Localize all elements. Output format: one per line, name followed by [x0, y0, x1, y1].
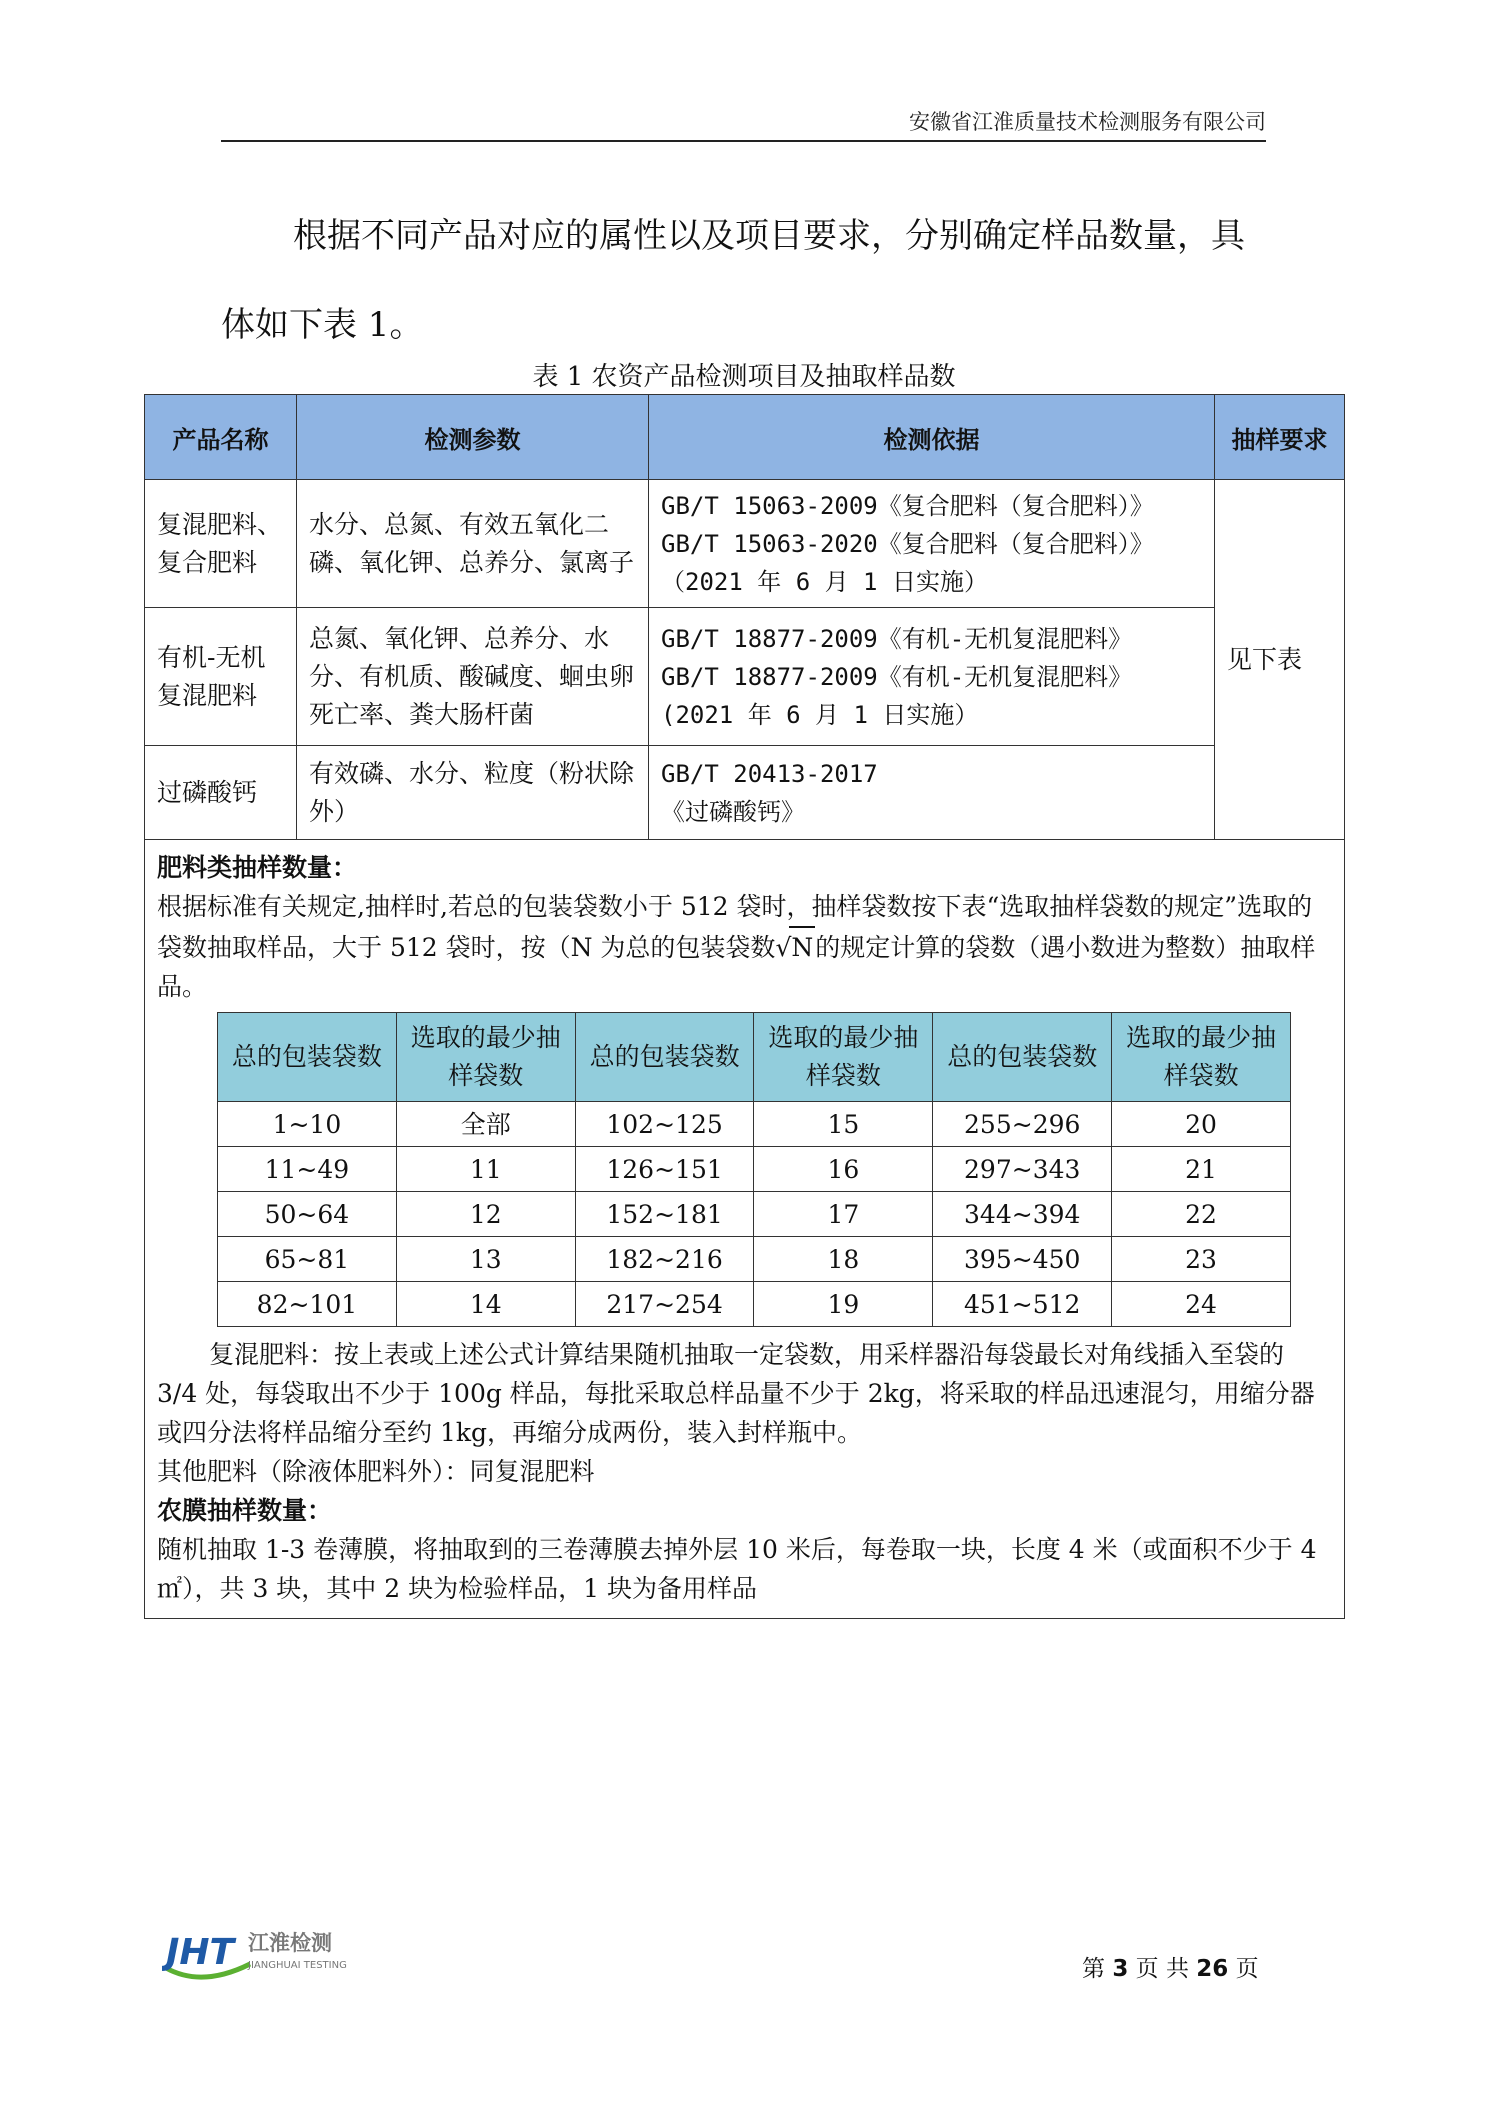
table-row — [218, 1282, 1291, 1327]
basis-line: 《过磷酸钙》 — [661, 797, 805, 826]
cell: 102~125 — [575, 1102, 754, 1147]
fertilizer-rule — [157, 887, 1332, 1006]
table-row — [218, 1147, 1291, 1192]
sqrt-n: N — [789, 926, 815, 967]
cell: 255~296 — [933, 1102, 1112, 1147]
basis-line: GB/T 15063-2009《复合肥料（复合肥料）》 — [661, 491, 1154, 520]
cell: 23 — [1112, 1237, 1291, 1282]
header-sampling-req: 抽样要求 — [1215, 395, 1345, 480]
cell: 15 — [754, 1102, 933, 1147]
intro-line-1: 根据不同产品对应的属性以及项目要求，分别确定样品数量，具 — [293, 216, 1245, 256]
product-name: 过磷酸钙 — [145, 746, 297, 840]
page-current: 3 — [1112, 1956, 1129, 1982]
header-test-basis: 检测依据 — [649, 395, 1215, 480]
cell: 152~181 — [575, 1192, 754, 1237]
cell: 65~81 — [218, 1237, 397, 1282]
basis-line: GB/T 15063-2020《复合肥料（复合肥料）》（2021 年 6 月 1 日实施） — [661, 529, 1154, 596]
cell: 182~216 — [575, 1237, 754, 1282]
cell: 126~151 — [575, 1147, 754, 1192]
product-name: 复混肥料、复合肥料 — [145, 480, 297, 608]
sub-header: 总的包装袋数 — [933, 1013, 1112, 1102]
page-number — [1082, 1950, 1259, 1983]
test-basis — [649, 746, 1215, 840]
sampling-notes — [145, 840, 1345, 1619]
page-suffix: 页 — [1235, 1956, 1259, 1982]
cell: 82~101 — [218, 1282, 397, 1327]
page-mid: 页 共 — [1135, 1956, 1189, 1982]
fertilizer-rule-a: 根据标准有关规定,抽样时,若总的包装袋数小于 512 袋时，抽样袋数按下表“选取抽样袋数的规定”选取的袋数抽取样品，大于 512 袋时，按（N 为总的包装袋数 — [157, 892, 1313, 962]
cell: 24 — [1112, 1282, 1291, 1327]
cell: 13 — [396, 1237, 575, 1282]
table-row — [145, 480, 1345, 608]
test-params: 总氮、氧化钾、总养分、水分、有机质、酸碱度、蛔虫卵死亡率、粪大肠杆菌 — [297, 608, 649, 746]
sub-header: 选取的最少抽样袋数 — [754, 1013, 933, 1102]
cell: 17 — [754, 1192, 933, 1237]
intro-line-2: 体如下表 1。 — [221, 305, 424, 345]
header-product-name: 产品名称 — [145, 395, 297, 480]
inspection-table — [144, 394, 1345, 1619]
bag-count-table — [217, 1012, 1291, 1327]
table-row — [218, 1237, 1291, 1282]
basis-line: GB/T 20413-2017 — [661, 759, 878, 788]
fertilizer-title: 肥料类抽样数量： — [157, 853, 358, 882]
cell: 18 — [754, 1237, 933, 1282]
inspection-table-header — [145, 395, 1345, 480]
header-test-params: 检测参数 — [297, 395, 649, 480]
test-params: 有效磷、水分、粒度（粉状除外） — [297, 746, 649, 840]
sub-header: 总的包装袋数 — [575, 1013, 754, 1102]
jianghuai-logo — [162, 1924, 372, 1984]
company-name: 安徽省江淮质量技术检测服务有限公司 — [909, 110, 1266, 134]
table-row — [218, 1192, 1291, 1237]
sampling-requirement: 见下表 — [1215, 480, 1345, 840]
logo-mark: JHT — [166, 1932, 235, 1973]
cell: 14 — [396, 1282, 575, 1327]
cell: 217~254 — [575, 1282, 754, 1327]
page-prefix: 第 — [1082, 1956, 1105, 1982]
cell: 20 — [1112, 1102, 1291, 1147]
other-fertilizer-text: 其他肥料（除液体肥料外）：同复混肥料 — [157, 1457, 595, 1486]
sqrt-symbol: √N — [775, 933, 815, 962]
table-row — [145, 608, 1345, 746]
cell: 22 — [1112, 1192, 1291, 1237]
test-basis — [649, 480, 1215, 608]
logo-cn: 江淮检测 — [248, 1931, 332, 1955]
page-total: 26 — [1196, 1956, 1229, 1982]
logo-en: JIANGHUAI TESTING — [248, 1960, 347, 1971]
product-name: 有机-无机复混肥料 — [145, 608, 297, 746]
cell: 1~10 — [218, 1102, 397, 1147]
film-title: 农膜抽样数量： — [157, 1496, 333, 1525]
cell: 344~394 — [933, 1192, 1112, 1237]
table-row — [145, 746, 1345, 840]
cell: 19 — [754, 1282, 933, 1327]
compound-fertilizer-text: 复混肥料：按上表或上述公式计算结果随机抽取一定袋数，用采样器沿每袋最长对角线插入至袋的 3/4 处，每袋取出不少于 100g 样品，每批采取总样品量不少于 2kg，将采取的样品迅速混匀，用缩分器或四分法将样品缩分至约 1kg，再缩分成两份，装入封样瓶中。 — [157, 1340, 1315, 1447]
cell: 11 — [396, 1147, 575, 1192]
sub-header: 总的包装袋数 — [218, 1013, 397, 1102]
cell: 16 — [754, 1147, 933, 1192]
cell: 50~64 — [218, 1192, 397, 1237]
table-row — [218, 1102, 1291, 1147]
cell: 395~450 — [933, 1237, 1112, 1282]
page-header — [221, 104, 1266, 142]
bag-count-header — [218, 1013, 1291, 1102]
basis-line: GB/T 18877-2009《有机-无机复混肥料》(2021 年 6 月 1 日实施） — [661, 662, 1133, 729]
sub-header: 选取的最少抽样袋数 — [396, 1013, 575, 1102]
cell: 21 — [1112, 1147, 1291, 1192]
notes-row — [145, 840, 1345, 1619]
cell: 11~49 — [218, 1147, 397, 1192]
sub-header: 选取的最少抽样袋数 — [1112, 1013, 1291, 1102]
cell: 全部 — [396, 1102, 575, 1147]
basis-line: GB/T 18877-2009《有机-无机复混肥料》 — [661, 624, 1133, 653]
table-caption: 表 1 农资产品检测项目及抽取样品数 — [532, 362, 956, 392]
film-text: 随机抽取 1-3 卷薄膜，将抽取到的三卷薄膜去掉外层 10 米后，每卷取一块，长度 4 米（或面积不少于 4 ㎡），共 3 块，其中 2 块为检验样品，1 块为备用样品 — [157, 1535, 1317, 1603]
cell: 451~512 — [933, 1282, 1112, 1327]
cell: 297~343 — [933, 1147, 1112, 1192]
cell: 12 — [396, 1192, 575, 1237]
test-basis — [649, 608, 1215, 746]
test-params: 水分、总氮、有效五氧化二磷、氧化钾、总养分、氯离子 — [297, 480, 649, 608]
fertilizer-rule-b: 的规定计算的袋数（遇小数进为整数）抽取样品。 — [157, 933, 1316, 1001]
